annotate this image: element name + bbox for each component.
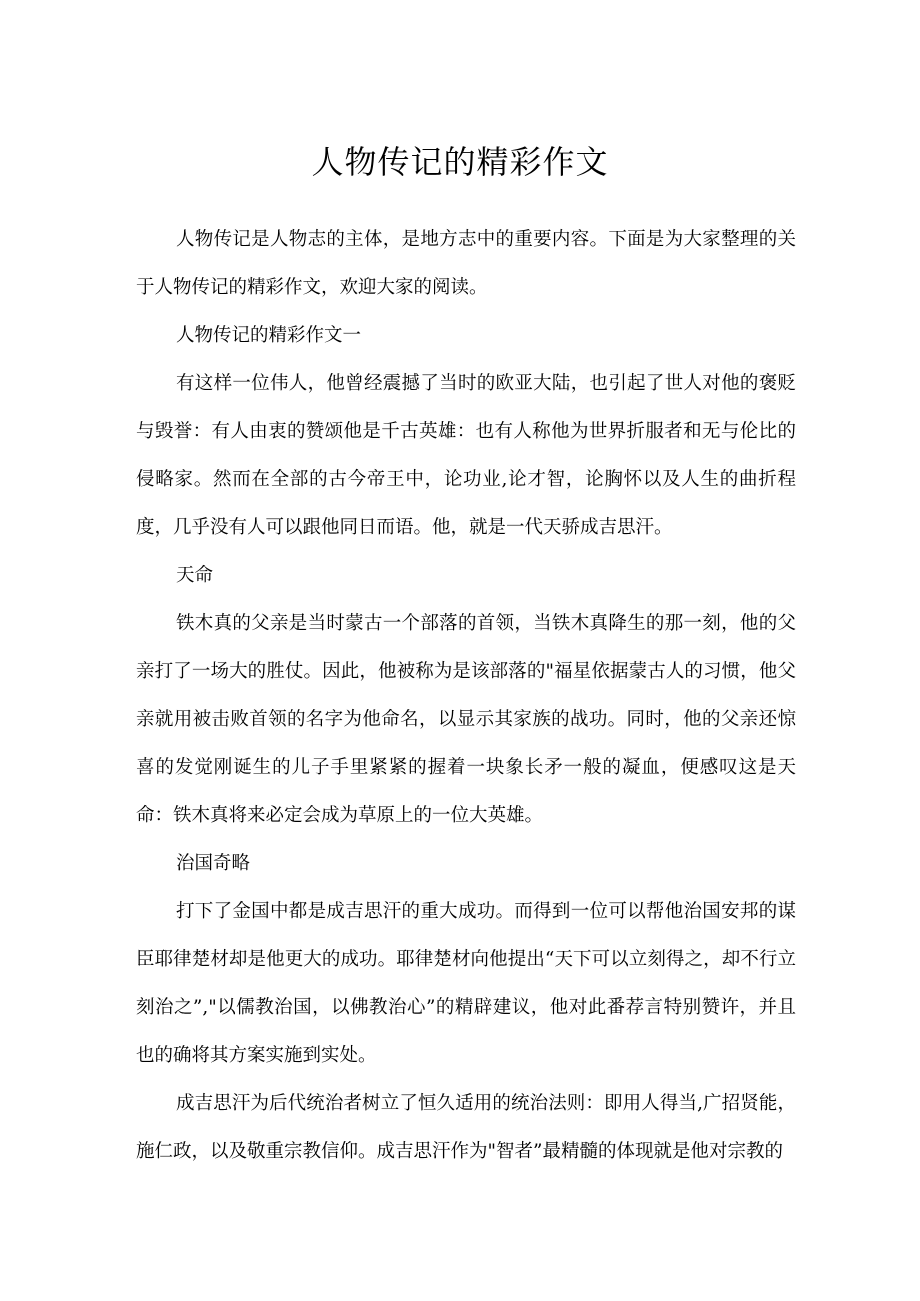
heading-destiny: 天命: [176, 565, 214, 586]
intro-paragraph: 人物传记是人物志的主体，是地方志中的重要内容。下面是为大家整理的关于人物传记的精彩作文，欢迎大家的阅读。: [136, 229, 796, 298]
heading-governance: 治国奇略: [176, 853, 251, 874]
page-title: 人物传记的精彩作文: [311, 143, 609, 181]
opening-paragraph: 有这样一位伟人，他曾经震撼了当时的欧亚大陆，也引起了世人对他的褒贬与毁誉：有人由衷的赞颂他是千古英雄：也有人称他为世界折服者和无与伦比的侵略家。然而在全部的古今帝王中，论功业,论才智，论胸怀以及人生的曲折程度，几乎没有人可以跟他同日而语。他，就是一代天骄成吉思汗。: [136, 373, 796, 538]
destiny-paragraph: 铁木真的父亲是当时蒙古一个部落的首领，当铁木真降生的那一刻，他的父亲打了一场大的胜仗。因此，他被称为是该部落的"福星依据蒙古人的习惯，他父亲就用被击败首领的名字为他命名，以显示其家族的战功。同时，他的父亲还惊喜的发觉刚诞生的儿子手里紧紧的握着一块象长矛一般的凝血，便感叹这是天命：铁木真将来必定会成为草原上的一位大英雄。: [136, 613, 796, 826]
governance-paragraph-2: 成吉思汗为后代统治者树立了恒久适用的统治法则：即用人得当,广招贤能，施仁政，以及敬重宗教信仰。成吉思汗作为"智者”最精髓的体现就是他对宗教的: [136, 1093, 796, 1162]
governance-paragraph-1: 打下了金国中都是成吉思汗的重大成功。而得到一位可以帮他治国安邦的谋臣耶律楚材却是他更大的成功。耶律楚材向他提出“天下可以立刻得之，却不行立刻治之”,"以儒教治国，以佛教治心”的精辟建议，他对此番荐言特别赞许，并且也的确将其方案实施到实处。: [136, 901, 796, 1066]
section-heading-one: 人物传记的精彩作文一: [176, 325, 362, 346]
